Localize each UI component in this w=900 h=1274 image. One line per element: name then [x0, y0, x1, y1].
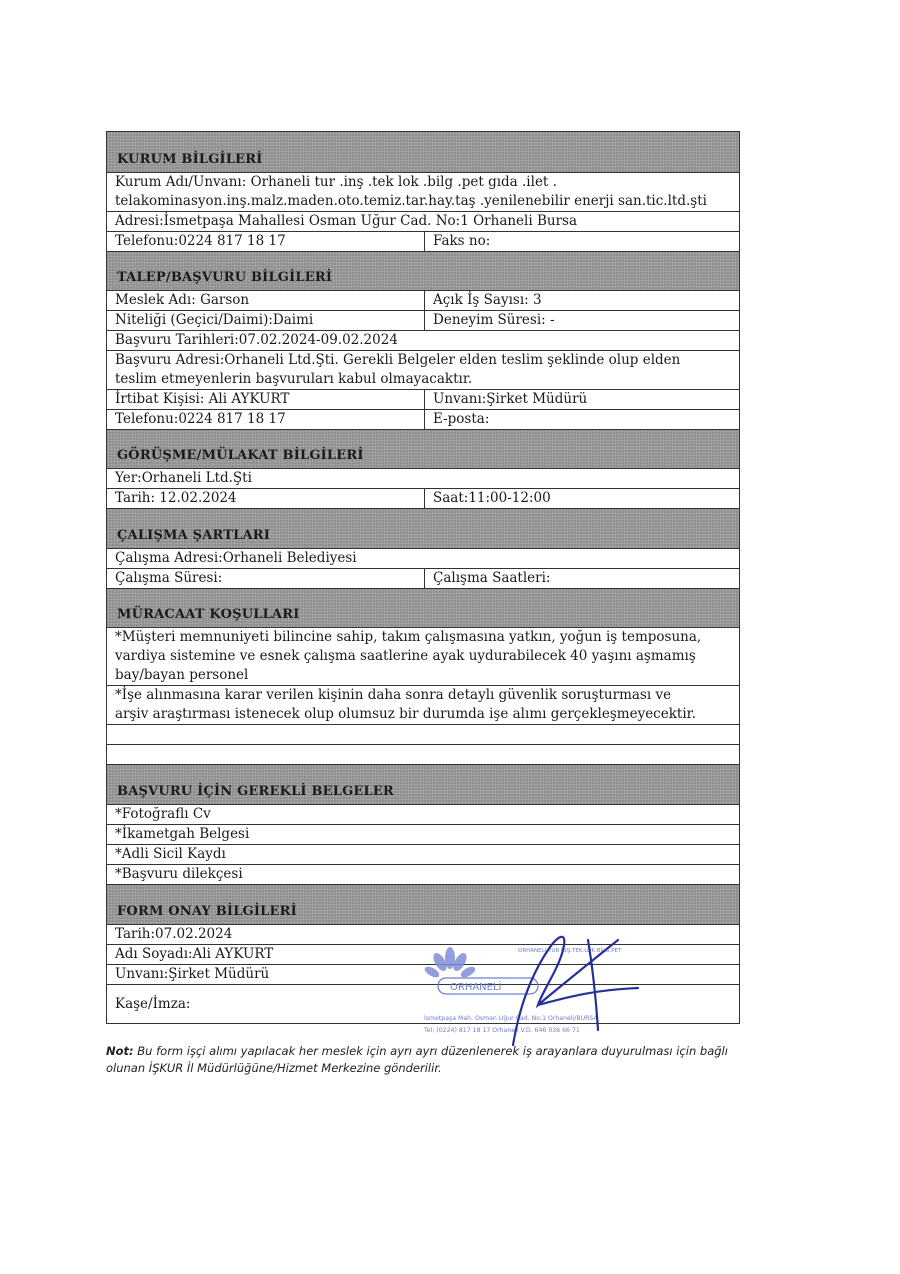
- section-header-muracaat: MÜRACAAT KOŞULLARI: [107, 589, 739, 628]
- job-posting-form: [106, 131, 740, 1024]
- muracaat-p1-line2: vardiya sistemine ve esnek çalışma saatlerine ayak uydurabilecek 40 yaşını aşmamış: [115, 648, 696, 664]
- talep-eposta: E-posta:: [433, 411, 490, 427]
- stamp-line2: İsmetpaşa Mah. Osman Uğur Cad. No:1 Orhaneli/BURSA: [424, 1015, 598, 1022]
- note-text: Bu form işçi alımı yapılacak her meslek için ayrı ayrı düzenlenerek iş arayanlara duyurulması için bağlı olunan İŞKUR İl Müdürlüğüne/Hizmet Merkezine gönderilir.: [106, 1044, 728, 1075]
- flower-logo-icon: [423, 947, 477, 979]
- talep-nitelik-row: [107, 311, 739, 331]
- onay-adi: Adı Soyadı:Ali AYKURT: [115, 946, 274, 962]
- talep-tarih-row: [107, 331, 739, 351]
- muracaat-p2-line1: *İşe alınmasına karar verilen kişinin daha sonra detaylı güvenlik soruşturması ve: [115, 687, 672, 703]
- gorusme-yer-row: [107, 469, 739, 489]
- gorusme-tarih-row: [107, 489, 739, 509]
- calisma-saatleri: Çalışma Saatleri:: [433, 570, 551, 586]
- calisma-adres-row: [107, 549, 739, 569]
- muracaat-p1-row: [107, 628, 739, 686]
- belge-item: *Fotoğraflı Cv: [107, 805, 739, 825]
- muracaat-p2-row: [107, 686, 739, 725]
- gorusme-yer: Yer:Orhaneli Ltd.Şti: [115, 470, 252, 486]
- kurum-phone: Telefonu:0224 817 18 17: [107, 232, 425, 251]
- belge-item: *İkametgah Belgesi: [107, 825, 739, 845]
- kurum-fax: Faks no:: [433, 233, 491, 249]
- talep-unvan: Unvanı:Şirket Müdürü: [433, 391, 588, 407]
- onay-unvan: Unvanı:Şirket Müdürü: [115, 966, 270, 982]
- talep-irtibat: İrtibat Kişisi: Ali AYKURT: [107, 390, 425, 409]
- talep-meslek-row: [107, 291, 739, 311]
- kurum-phone-row: [107, 232, 739, 252]
- talep-telefon: Telefonu:0224 817 18 17: [107, 410, 425, 429]
- talep-acik-is: Açık İş Sayısı: 3: [433, 292, 542, 308]
- muracaat-p2-line2: arşiv araştırması istenecek olup olumsuz bir durumda işe alımı gerçekleşmeyecektir.: [115, 706, 696, 722]
- section-header-talep: TALEP/BAŞVURU BİLGİLERİ: [107, 252, 739, 291]
- calisma-sure-row: [107, 569, 739, 589]
- blank-row: [107, 725, 739, 745]
- section-header-belgeler: BAŞVURU İÇİN GEREKLİ BELGELER: [107, 765, 739, 805]
- kurum-name-line2: telakominasyon.inş.malz.maden.oto.temiz.tar.hay.taş .yenilenebilir enerji san.tic.ltd.şti: [115, 193, 707, 209]
- kurum-name-row: [107, 173, 739, 212]
- talep-irtibat-row: [107, 390, 739, 410]
- talep-adres-line1: Başvuru Adresi:Orhaneli Ltd.Şti. Gerekli Belgeler elden teslim şeklinde olup elden: [115, 352, 681, 368]
- kurum-address: Adresi:İsmetpaşa Mahallesi Osman Uğur Cad. No:1 Orhaneli Bursa: [115, 213, 578, 229]
- blank-row: [107, 745, 739, 765]
- talep-nitelik: Niteliği (Geçici/Daimi):Daimi: [107, 311, 425, 330]
- calisma-suresi: Çalışma Süresi:: [107, 569, 425, 588]
- footer-note: [106, 1043, 746, 1077]
- stamp-line3: Tel: (0224) 817 18 17 Orhaneli V.D. 646 036 66 71: [424, 1027, 580, 1034]
- muracaat-p1-line1: *Müşteri memnuniyeti bilincine sahip, takım çalışmasına yatkın, yoğun iş temposuna,: [115, 629, 702, 645]
- section-header-onay: FORM ONAY BİLGİLERİ: [107, 885, 739, 925]
- talep-meslek: Meslek Adı: Garson: [107, 291, 425, 310]
- company-stamp-signature: [418, 920, 658, 1050]
- section-header-calisma: ÇALIŞMA ŞARTLARI: [107, 509, 739, 549]
- section-header-kurum: KURUM BİLGİLERİ: [107, 132, 739, 173]
- talep-adres-row: [107, 351, 739, 390]
- stamp-brand: ORHANELİ: [450, 982, 502, 993]
- belge-item: *Adli Sicil Kaydı: [107, 845, 739, 865]
- muracaat-p1-line3: bay/bayan personel: [115, 667, 249, 683]
- onay-tarih: Tarih:07.02.2024: [115, 926, 233, 942]
- talep-deneyim: Deneyim Süresi: -: [433, 312, 555, 328]
- belge-item: *Başvuru dilekçesi: [107, 865, 739, 885]
- section-header-gorusme: GÖRÜŞME/MÜLAKAT BİLGİLERİ: [107, 430, 739, 469]
- kurum-address-row: [107, 212, 739, 232]
- kurum-name-line1: Kurum Adı/Unvanı: Orhaneli tur .inş .tek lok .bilg .pet gıda .ilet .: [115, 174, 557, 190]
- onay-kase: Kaşe/İmza:: [115, 995, 191, 1012]
- note-label: Not:: [106, 1044, 134, 1058]
- talep-tarihler: Başvuru Tarihleri:07.02.2024-09.02.2024: [115, 332, 398, 348]
- talep-telefon-row: [107, 410, 739, 430]
- calisma-adres: Çalışma Adresi:Orhaneli Belediyesi: [115, 550, 357, 566]
- gorusme-tarih: Tarih: 12.02.2024: [107, 489, 425, 508]
- talep-adres-line2: teslim etmeyenlerin başvuruları kabul olmayacaktır.: [115, 371, 473, 387]
- gorusme-saat: Saat:11:00-12:00: [433, 490, 551, 506]
- stamp-line1: ORHANELİ TUR İNŞ.TEK.LOK.BİLG.PET: [518, 948, 622, 954]
